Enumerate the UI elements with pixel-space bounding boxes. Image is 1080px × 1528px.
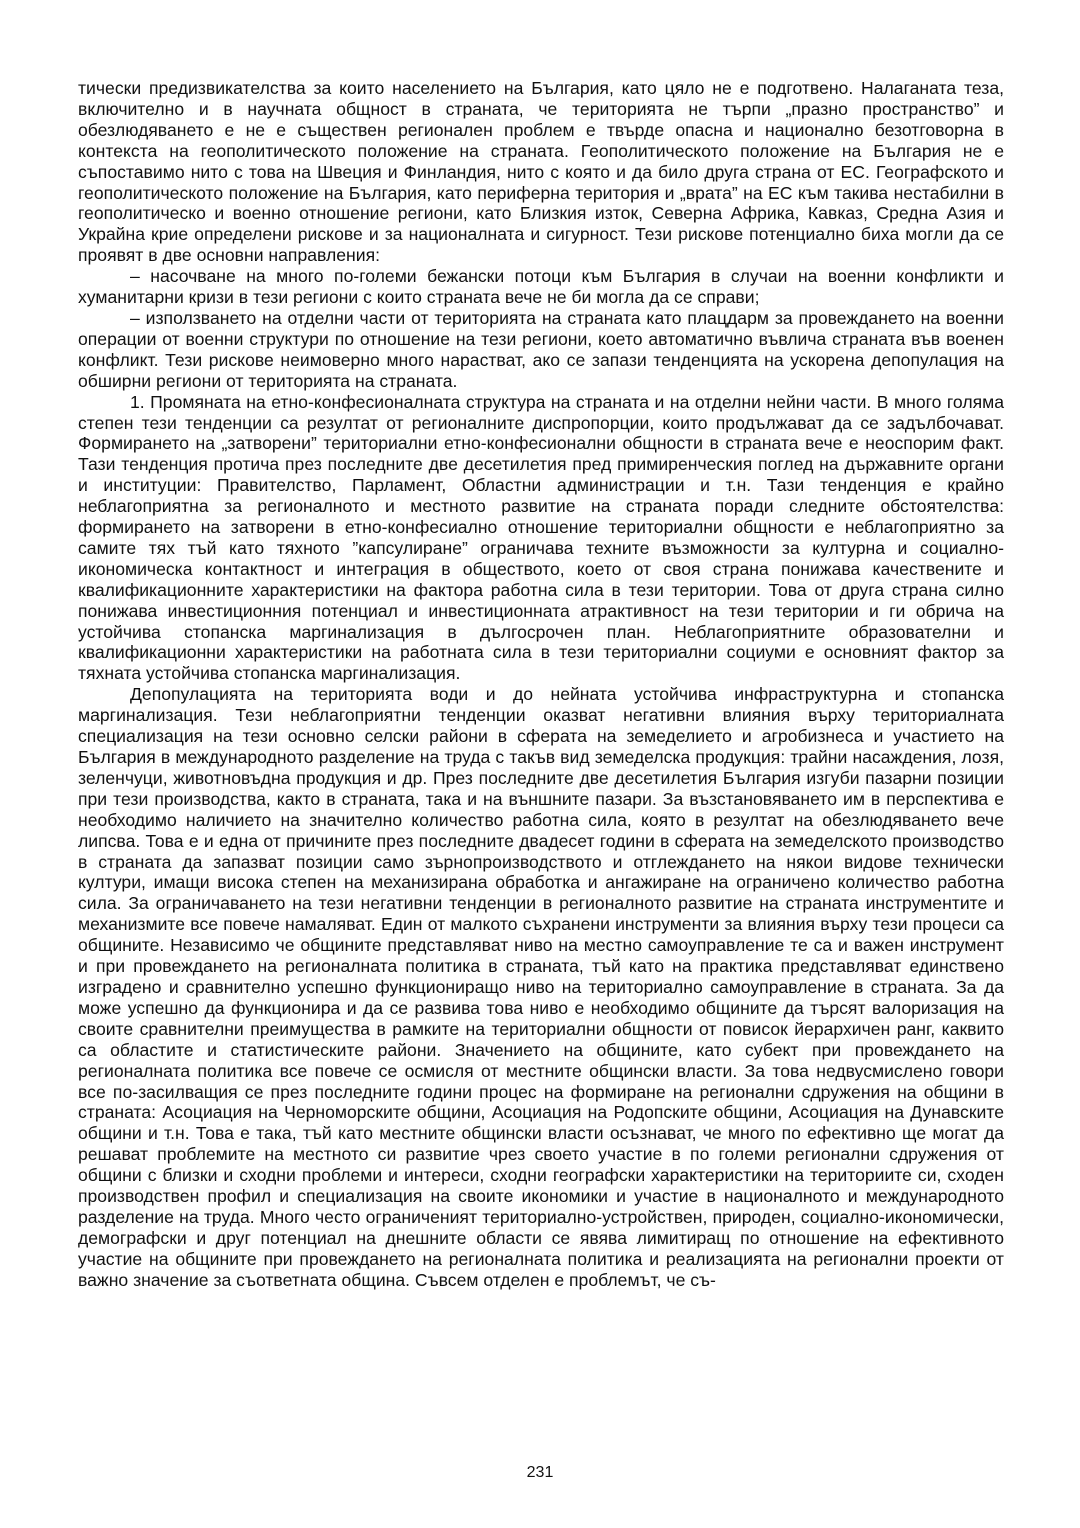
body-text	[78, 78, 1004, 1291]
paragraph-depopulation: Депопулацията на територията води и до нейната устойчива инфраструктурна и стопанска маргинализация. Тези неблагоприятни тенденции оказват негативни влияния върху териториалната специализация на тези основно селски райони в сферата на земеделието и агробизнеса и участието на България в международното разделение на труда с такъв вид земеделска продукция: трайни насаждения, лозя, зеленчуци, животновъдна продукция и др. През последните две десетилетия България изгуби пазарни позиции при тези производства, както в страната, така и на външните пазари. За възстановяването им в перспектива е необходимо наличието на значително количество работна сила, която в резултат на обезлюдяването вече липсва. Това е и една от причините през последните двадесет години в сферата на земеделското производство в страната да запазват позиции само зърнопроизводството и отглеждането на някои видове технически култури, имащи висока степен на механизирана обработка и ангажиране на ограничено количество работна сила. За ограничаването на тези негативни тенденции в регионалното развитие на страната инструментите и механизмите все повече намаляват. Един от малкото съхранени инструменти за влияния върху тези процеси са общините. Независимо че общините представляват ниво на местно самоуправление те са и важен инструмент и при провеждането на регионалната политика в страната, тъй като на практика представляват единствено изградено и сравнително успешно функциониращо ниво на териториално самоуправление в страната. За да може успешно да функционира и да се развива това ниво е необходимо общините да търсят валоризация на своите сравнителни преимущества в рамките на териториални общности от повисок йерархичен ранг, каквито са областите и статистическите райони. Значението на общините, като субект при провеждането на регионалната политика все повече се осмисля от местните общински власти. За това недвусмислено говори все по-засилващия се през последните години процес на формиране на регионални сдружения на общини в страната: Асоциация на Черноморските общини, Асоциация на Родопските общини, Асоциация на Дунавските общини и т.н. Това е така, тъй като местните общински власти осъзнават, че много по ефективно ще могат да решават проблемите на местното си развитие чрез своето участие в по големи регионални сдружения от общини с близки и сходни проблеми и интереси, сходни географски характеристики на териториите си, сходен производствен профил и специализация на своите икономики и участие в националното и международното разделение на труда. Много често ограниченият териториално-устройствен, природен, социално-икономически, демографски и друг потенциал на днешните области се явява лимитиращ по отношение на ефективното участие на общините при провеждането на регионалната политика и реализацията на регионални проекти от важно значение за съответната община. Съвсем отделен е проблемът, че съ-	[78, 684, 1004, 1290]
paragraph-risk-military: – използването на отделни части от територията на страната като плацдарм за провеждането на военни операции от военни структури по отношение на тези региони, което автоматично въвлича страната във военен конфликт. Тези рискове неимоверно много нарастват, ако се запази тенденцията на ускорена депопулация на обширни региони от територията на страната.	[78, 307, 1004, 391]
paragraph-risk-refugees: – насочване на много по-големи бежански потоци към България в случаи на военни конфликти и хуманитарни кризи в тези региони с които страната вече не би могла да се справи;	[78, 266, 1004, 308]
paragraph-intro-continuation: тически предизвикателства за които населението на България, като цяло не е подготвено. Налаганата теза, включително и в научната общност в страната, че територията не търпи „празно пространство” и обезлюдяването е не е съществен регионален проблем е твърде опасна и национално безотговорна в контекста на геополитическото положение на страната. Геополитическото положение на България не е съпоставимо нито с това на Швеция и Финландия, нито с която и да било друга страна от ЕС. Географското и геополитическото положение на България, като периферна територия и „врата” на ЕС към такива нестабилни в геополитическо и военно отношение региони, като Близкия изток, Северна Африка, Кавказ, Средна Азия и Украйна крие определени рискове и за националната и сигурност. Тези рискове потенциално биха могли да се проявят в две основни направления:	[78, 78, 1004, 266]
paragraph-ethno-confessional: 1. Промяната на етно-конфесионалната структура на страната и на отделни нейни части. В много голяма степен тези тенденции са резултат от регионалните диспропорции, които продължават да се задълбочават. Формирането на „затворени” териториални етно-конфесионални общности в страната вече е неоспорим факт. Тази тенденция протича през последните две десетилетия пред примиренческия поглед на държавните органи и институции: Правителство, Парламент, Областни администрации и т.н. Тази тенденция е крайно неблагоприятна за регионалното и местното развитие на страната поради следните обстоятелства: формирането на затворени в етно-конфесиално отношение териториални общности е неблагоприятно за самите тях тъй като тяхното ”капсулиране” ограничава техните възможности за културна и социално-икономическа контактност и интеграция в обществото, което от своя страна понижава качествените и квалификационните характеристики на фактора работна сила в тези територии. Това от друга страна силно понижава инвестиционния потенциал и инвестиционната атрактивност на тези територии и ги обрича на устойчива стопанска маргинализация в дългосрочен план. Неблагоприятните образователни и квалификационни характеристики на работната сила в тези териториални социуми е основният фактор за тяхната устойчива стопанска маргинализация.	[78, 391, 1004, 684]
page-number: 231	[526, 1464, 554, 1481]
